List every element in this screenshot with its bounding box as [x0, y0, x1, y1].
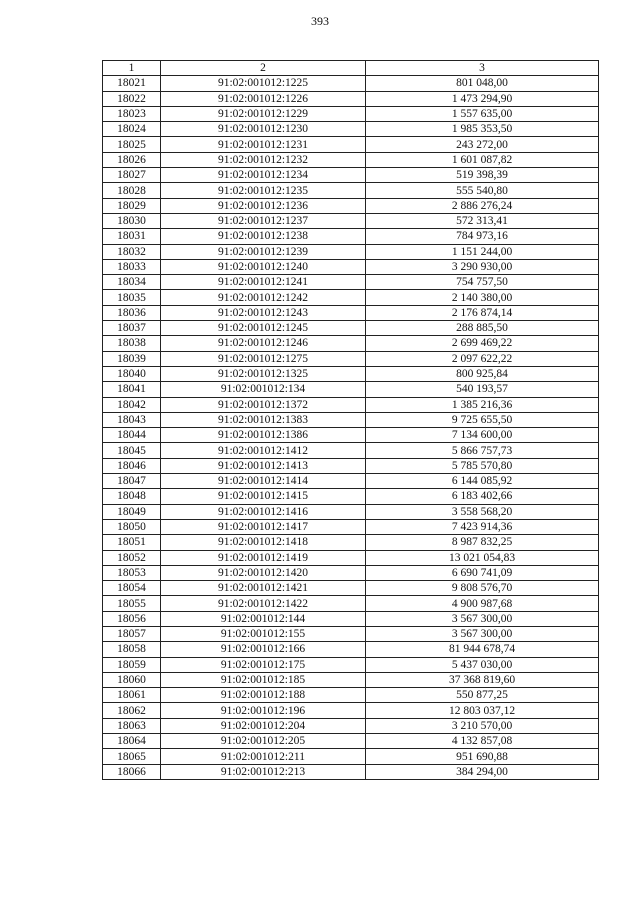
cadastral-number-cell: 91:02:001012:1414	[161, 474, 366, 489]
table-row	[103, 106, 599, 121]
table-row	[103, 718, 599, 733]
value-cell: 13 021 054,83	[366, 550, 599, 565]
value-cell: 1 151 244,00	[366, 244, 599, 259]
table-row	[103, 382, 599, 397]
cadastral-number-cell: 91:02:001012:1417	[161, 519, 366, 534]
row-number-cell: 18038	[103, 336, 161, 351]
row-number-cell: 18057	[103, 626, 161, 641]
table-row	[103, 749, 599, 764]
cadastral-number-cell: 91:02:001012:188	[161, 688, 366, 703]
row-number-cell: 18034	[103, 275, 161, 290]
table-body	[103, 76, 599, 780]
table-row	[103, 275, 599, 290]
cadastral-number-cell: 91:02:001012:1418	[161, 535, 366, 550]
row-number-cell: 18048	[103, 489, 161, 504]
table-row	[103, 76, 599, 91]
value-cell: 800 925,84	[366, 366, 599, 381]
row-number-cell: 18028	[103, 183, 161, 198]
row-number-cell: 18045	[103, 443, 161, 458]
value-cell: 5 785 570,80	[366, 458, 599, 473]
cadastral-number-cell: 91:02:001012:1422	[161, 596, 366, 611]
row-number-cell: 18026	[103, 152, 161, 167]
cadastral-number-cell: 91:02:001012:1372	[161, 397, 366, 412]
row-number-cell: 18036	[103, 305, 161, 320]
cadastral-number-cell: 91:02:001012:213	[161, 764, 366, 779]
table-row	[103, 657, 599, 672]
value-cell: 7 423 914,36	[366, 519, 599, 534]
cadastral-number-cell: 91:02:001012:1225	[161, 76, 366, 91]
table-row	[103, 596, 599, 611]
cadastral-number-cell: 91:02:001012:175	[161, 657, 366, 672]
cadastral-number-cell: 91:02:001012:211	[161, 749, 366, 764]
table-row	[103, 519, 599, 534]
row-number-cell: 18044	[103, 428, 161, 443]
table-row	[103, 443, 599, 458]
table-row	[103, 168, 599, 183]
value-cell: 540 193,57	[366, 382, 599, 397]
value-cell: 3 567 300,00	[366, 626, 599, 641]
value-cell: 9 808 576,70	[366, 581, 599, 596]
row-number-cell: 18035	[103, 290, 161, 305]
cadastral-number-cell: 91:02:001012:1386	[161, 428, 366, 443]
cadastral-number-cell: 91:02:001012:1230	[161, 122, 366, 137]
value-cell: 81 944 678,74	[366, 642, 599, 657]
value-cell: 555 540,80	[366, 183, 599, 198]
row-number-cell: 18022	[103, 91, 161, 106]
row-number-cell: 18029	[103, 198, 161, 213]
cadastral-number-cell: 91:02:001012:155	[161, 626, 366, 641]
row-number-cell: 18064	[103, 734, 161, 749]
table-row	[103, 305, 599, 320]
table-row	[103, 550, 599, 565]
value-cell: 4 900 987,68	[366, 596, 599, 611]
value-cell: 12 803 037,12	[366, 703, 599, 718]
row-number-cell: 18031	[103, 229, 161, 244]
table-row	[103, 626, 599, 641]
cadastral-number-cell: 91:02:001012:1236	[161, 198, 366, 213]
row-number-cell: 18061	[103, 688, 161, 703]
value-cell: 1 601 087,82	[366, 152, 599, 167]
value-cell: 6 144 085,92	[366, 474, 599, 489]
table-row	[103, 213, 599, 228]
table-row	[103, 489, 599, 504]
cadastral-number-cell: 91:02:001012:1421	[161, 581, 366, 596]
table-row	[103, 91, 599, 106]
value-cell: 3 210 570,00	[366, 718, 599, 733]
table-row	[103, 474, 599, 489]
cadastral-number-cell: 91:02:001012:1415	[161, 489, 366, 504]
value-cell: 2 886 276,24	[366, 198, 599, 213]
table-row	[103, 244, 599, 259]
cadastral-number-cell: 91:02:001012:1419	[161, 550, 366, 565]
value-cell: 2 140 380,00	[366, 290, 599, 305]
table-row	[103, 703, 599, 718]
cadastral-number-cell: 91:02:001012:144	[161, 611, 366, 626]
table-row	[103, 397, 599, 412]
row-number-cell: 18039	[103, 351, 161, 366]
value-cell: 37 368 819,60	[366, 672, 599, 687]
cadastral-number-cell: 91:02:001012:1420	[161, 565, 366, 580]
row-number-cell: 18025	[103, 137, 161, 152]
value-cell: 951 690,88	[366, 749, 599, 764]
value-cell: 3 290 930,00	[366, 259, 599, 274]
value-cell: 1 985 353,50	[366, 122, 599, 137]
cadastral-number-cell: 91:02:001012:1383	[161, 412, 366, 427]
row-number-cell: 18042	[103, 397, 161, 412]
row-number-cell: 18056	[103, 611, 161, 626]
table-row	[103, 366, 599, 381]
value-cell: 550 877,25	[366, 688, 599, 703]
table-header-row	[103, 61, 599, 76]
cadastral-number-cell: 91:02:001012:1226	[161, 91, 366, 106]
table-row	[103, 734, 599, 749]
row-number-cell: 18033	[103, 259, 161, 274]
row-number-cell: 18053	[103, 565, 161, 580]
row-number-cell: 18066	[103, 764, 161, 779]
cadastral-number-cell: 91:02:001012:196	[161, 703, 366, 718]
row-number-cell: 18023	[103, 106, 161, 121]
column-header-2: 2	[161, 61, 366, 76]
value-cell: 4 132 857,08	[366, 734, 599, 749]
cadastral-number-cell: 91:02:001012:1235	[161, 183, 366, 198]
value-cell: 519 398,39	[366, 168, 599, 183]
table-row	[103, 764, 599, 779]
table-row	[103, 412, 599, 427]
value-cell: 288 885,50	[366, 321, 599, 336]
row-number-cell: 18059	[103, 657, 161, 672]
value-cell: 384 294,00	[366, 764, 599, 779]
table-row	[103, 611, 599, 626]
row-number-cell: 18054	[103, 581, 161, 596]
value-cell: 7 134 600,00	[366, 428, 599, 443]
row-number-cell: 18049	[103, 504, 161, 519]
value-cell: 3 567 300,00	[366, 611, 599, 626]
table-row	[103, 198, 599, 213]
table-row	[103, 504, 599, 519]
value-cell: 5 866 757,73	[366, 443, 599, 458]
cadastral-number-cell: 91:02:001012:166	[161, 642, 366, 657]
value-cell: 1 557 635,00	[366, 106, 599, 121]
cadastral-number-cell: 91:02:001012:1242	[161, 290, 366, 305]
table-row	[103, 336, 599, 351]
table-row	[103, 672, 599, 687]
cadastral-number-cell: 91:02:001012:1243	[161, 305, 366, 320]
row-number-cell: 18058	[103, 642, 161, 657]
value-cell: 8 987 832,25	[366, 535, 599, 550]
value-cell: 243 272,00	[366, 137, 599, 152]
table-row	[103, 321, 599, 336]
value-cell: 801 048,00	[366, 76, 599, 91]
row-number-cell: 18060	[103, 672, 161, 687]
row-number-cell: 18027	[103, 168, 161, 183]
row-number-cell: 18051	[103, 535, 161, 550]
row-number-cell: 18062	[103, 703, 161, 718]
cadastral-number-cell: 91:02:001012:1237	[161, 213, 366, 228]
cadastral-number-cell: 91:02:001012:1234	[161, 168, 366, 183]
value-cell: 2 699 469,22	[366, 336, 599, 351]
cadastral-number-cell: 91:02:001012:1275	[161, 351, 366, 366]
cadastral-number-cell: 91:02:001012:1240	[161, 259, 366, 274]
cadastral-number-cell: 91:02:001012:1416	[161, 504, 366, 519]
table-row	[103, 290, 599, 305]
row-number-cell: 18043	[103, 412, 161, 427]
table-row	[103, 458, 599, 473]
value-cell: 3 558 568,20	[366, 504, 599, 519]
value-cell: 1 473 294,90	[366, 91, 599, 106]
row-number-cell: 18055	[103, 596, 161, 611]
table-row	[103, 581, 599, 596]
row-number-cell: 18052	[103, 550, 161, 565]
cadastral-number-cell: 91:02:001012:1412	[161, 443, 366, 458]
cadastral-number-cell: 91:02:001012:1238	[161, 229, 366, 244]
cadastral-number-cell: 91:02:001012:185	[161, 672, 366, 687]
row-number-cell: 18046	[103, 458, 161, 473]
row-number-cell: 18050	[103, 519, 161, 534]
row-number-cell: 18030	[103, 213, 161, 228]
cadastral-value-table	[102, 60, 599, 780]
cadastral-number-cell: 91:02:001012:1325	[161, 366, 366, 381]
row-number-cell: 18024	[103, 122, 161, 137]
table-row	[103, 642, 599, 657]
table-row	[103, 565, 599, 580]
row-number-cell: 18065	[103, 749, 161, 764]
cadastral-number-cell: 91:02:001012:204	[161, 718, 366, 733]
table-row	[103, 122, 599, 137]
table-row	[103, 137, 599, 152]
cadastral-number-cell: 91:02:001012:1245	[161, 321, 366, 336]
row-number-cell: 18041	[103, 382, 161, 397]
value-cell: 5 437 030,00	[366, 657, 599, 672]
column-header-1: 1	[103, 61, 161, 76]
table-row	[103, 229, 599, 244]
row-number-cell: 18047	[103, 474, 161, 489]
table-row	[103, 152, 599, 167]
value-cell: 9 725 655,50	[366, 412, 599, 427]
table-row	[103, 428, 599, 443]
cadastral-number-cell: 91:02:001012:1241	[161, 275, 366, 290]
value-cell: 2 176 874,14	[366, 305, 599, 320]
cadastral-number-cell: 91:02:001012:1413	[161, 458, 366, 473]
cadastral-number-cell: 91:02:001012:1231	[161, 137, 366, 152]
table-row	[103, 259, 599, 274]
row-number-cell: 18040	[103, 366, 161, 381]
table-row	[103, 351, 599, 366]
cadastral-number-cell: 91:02:001012:1229	[161, 106, 366, 121]
row-number-cell: 18021	[103, 76, 161, 91]
column-header-3: 3	[366, 61, 599, 76]
cadastral-number-cell: 91:02:001012:205	[161, 734, 366, 749]
value-cell: 1 385 216,36	[366, 397, 599, 412]
cadastral-number-cell: 91:02:001012:1232	[161, 152, 366, 167]
value-cell: 754 757,50	[366, 275, 599, 290]
cadastral-number-cell: 91:02:001012:134	[161, 382, 366, 397]
cadastral-number-cell: 91:02:001012:1246	[161, 336, 366, 351]
row-number-cell: 18037	[103, 321, 161, 336]
value-cell: 6 690 741,09	[366, 565, 599, 580]
table-row	[103, 183, 599, 198]
value-cell: 6 183 402,66	[366, 489, 599, 504]
page-number: 393	[311, 14, 329, 28]
table-row	[103, 688, 599, 703]
table-row	[103, 535, 599, 550]
value-cell: 2 097 622,22	[366, 351, 599, 366]
value-cell: 572 313,41	[366, 213, 599, 228]
row-number-cell: 18063	[103, 718, 161, 733]
cadastral-number-cell: 91:02:001012:1239	[161, 244, 366, 259]
value-cell: 784 973,16	[366, 229, 599, 244]
row-number-cell: 18032	[103, 244, 161, 259]
